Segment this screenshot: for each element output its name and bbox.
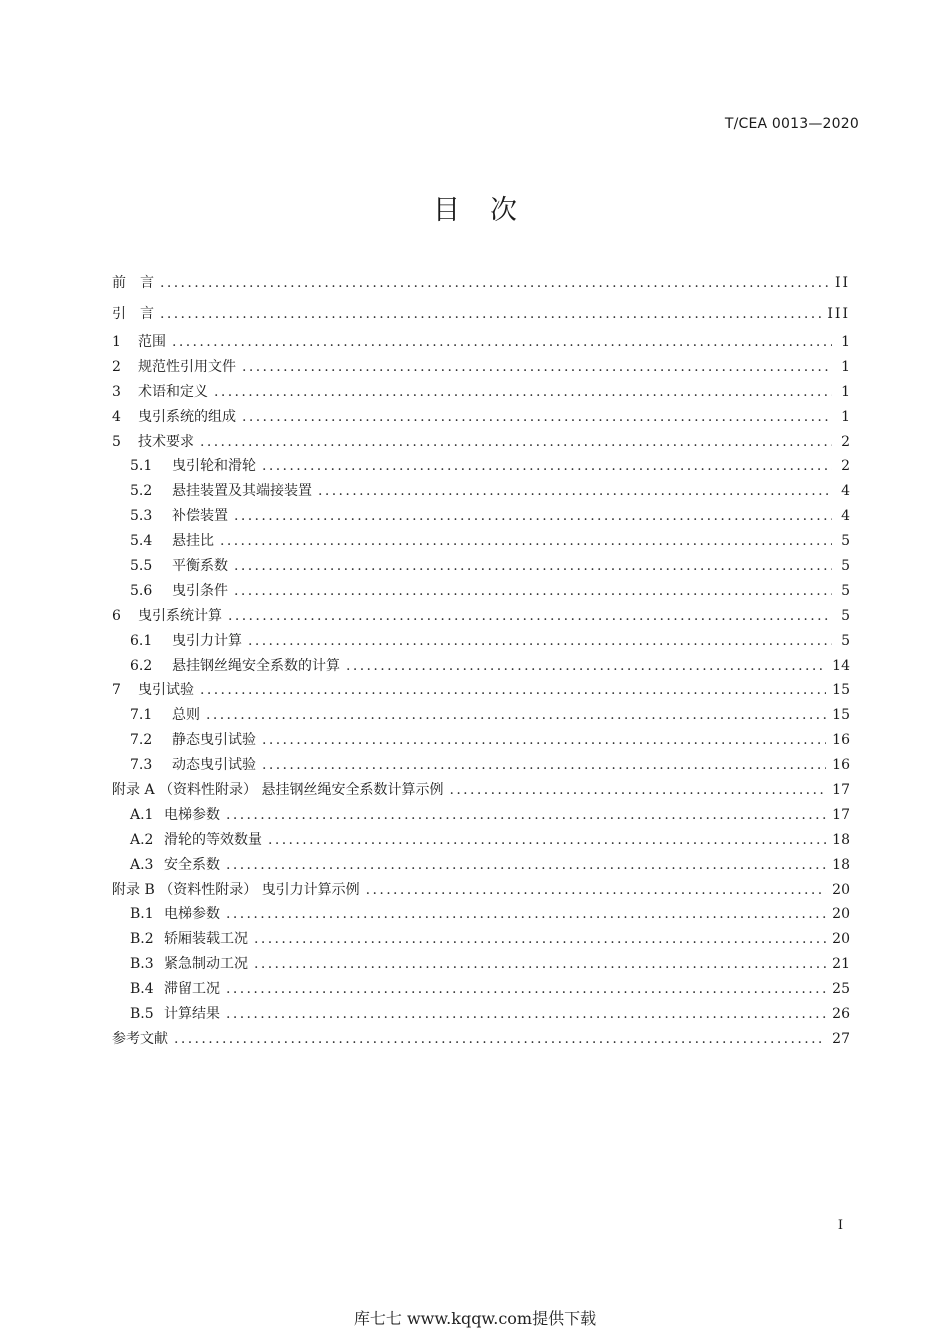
toc-entry-page: 16 (832, 757, 850, 774)
toc-entry-page: 5 (841, 607, 850, 624)
toc-entry-page: 20 (832, 906, 850, 923)
toc-entry-number: 7.2 (130, 732, 153, 749)
dot-leader (160, 268, 829, 299)
toc-entry-label: 曳引系统的组成 (138, 408, 236, 425)
toc-entry-number: 7 (112, 682, 121, 699)
toc-entry-label: 安全系数 (164, 856, 220, 873)
toc-entry-number: 5.3 (130, 508, 153, 525)
toc-entry-label: 附录 B （资料性附录） 曳引力计算示例 (112, 881, 360, 898)
dot-leader (220, 529, 832, 554)
toc-entry-number: A.1 (130, 806, 154, 823)
toc-entry[interactable] (112, 654, 850, 679)
toc-entry[interactable] (112, 355, 850, 380)
toc-entry-label: 动态曳引试验 (172, 757, 256, 774)
toc-entry-page: 5 (841, 558, 850, 575)
toc-entry-page: 26 (832, 1006, 850, 1023)
dot-leader (226, 853, 826, 878)
toc-entry-number: 2 (112, 358, 121, 375)
toc-entry-page: 25 (832, 981, 850, 998)
toc-entry[interactable] (112, 330, 850, 355)
toc-entry[interactable] (112, 828, 850, 853)
title-char-2: 次 (490, 195, 517, 226)
toc-entry-page: 20 (832, 881, 850, 898)
toc-entry[interactable] (112, 554, 850, 579)
toc-entry-number: 5 (112, 433, 121, 450)
dot-leader (206, 703, 826, 728)
dot-leader (262, 728, 826, 753)
toc-entry-number: 5.4 (130, 533, 153, 550)
toc-entry-page: 5 (841, 533, 850, 550)
toc-entry-label: 规范性引用文件 (138, 358, 236, 375)
toc-entry[interactable] (112, 504, 850, 529)
toc-entry[interactable] (112, 454, 850, 479)
toc-entry[interactable] (112, 479, 850, 504)
toc-entry-label: 滑轮的等效数量 (164, 831, 262, 848)
dot-leader (366, 878, 827, 903)
toc-entry-page: 17 (832, 806, 850, 823)
toc-entry-page: 16 (832, 732, 850, 749)
toc-entry-label: 悬挂装置及其端接装置 (172, 483, 312, 500)
toc-entry-label: 电梯参数 (164, 906, 220, 923)
toc-entry-number: 1 (112, 334, 121, 350)
toc-entry-page: 5 (841, 632, 850, 649)
toc-entry-page: 5 (841, 582, 850, 599)
toc-entry-page: 17 (832, 782, 850, 799)
toc-entry[interactable] (112, 629, 850, 654)
dot-leader (234, 554, 832, 579)
watermark-text: 库七七 www.kqqw.com提供下载 (353, 1309, 597, 1328)
dot-leader (214, 380, 832, 405)
toc-entry-page: 4 (841, 508, 850, 525)
dot-leader (234, 504, 832, 529)
dot-leader (228, 604, 832, 629)
toc-entry[interactable] (112, 927, 850, 952)
dot-leader (242, 405, 832, 430)
dot-leader (254, 927, 826, 952)
toc-entry-number: 5.2 (130, 483, 153, 500)
toc-entry[interactable] (112, 430, 850, 455)
toc-entry-label: 前 言 (112, 275, 154, 291)
toc-entry-label: 术语和定义 (138, 383, 208, 400)
toc-entry-page: 2 (841, 458, 850, 475)
toc-entry-number: 6.1 (130, 632, 153, 649)
toc-entry-number: 5.5 (130, 558, 153, 575)
toc-entry[interactable] (112, 405, 850, 430)
toc-entry[interactable] (112, 604, 850, 629)
toc-entry[interactable] (112, 878, 850, 903)
page-number: I (837, 1218, 843, 1233)
toc-entry-label: 附录 A （资料性附录） 悬挂钢丝绳安全系数计算示例 (112, 782, 444, 799)
toc-entry[interactable] (112, 952, 850, 977)
toc-entry-page: 1 (841, 383, 850, 400)
toc-entry-page: 15 (832, 682, 850, 699)
toc-entry-number: 5.6 (130, 582, 153, 599)
dot-leader (174, 1027, 826, 1052)
toc-entry-page: 21 (832, 956, 850, 973)
toc-entry-label: 总则 (172, 707, 200, 724)
toc-entry-label: 曳引试验 (138, 682, 194, 699)
toc-entry-number: 5.1 (130, 458, 153, 475)
title-char-1: 目 (433, 195, 460, 226)
toc-entry[interactable] (112, 803, 850, 828)
toc-entry-number: A.2 (130, 831, 154, 848)
toc-entry-page: 27 (832, 1030, 850, 1047)
toc-entry-number: 6.2 (130, 657, 153, 674)
dot-leader (226, 1002, 826, 1027)
dot-leader (226, 977, 826, 1002)
dot-leader (318, 479, 832, 504)
toc-entry[interactable] (112, 1027, 850, 1052)
toc-entry-number: 7.3 (130, 757, 153, 774)
toc-entry-page: II (834, 275, 850, 291)
dot-leader (242, 355, 832, 380)
toc-entry[interactable] (112, 753, 850, 778)
toc-entry-number: B.4 (130, 981, 154, 998)
toc-entry-label: 滞留工况 (164, 981, 220, 998)
toc-entry-page: 14 (832, 657, 850, 674)
toc-entry[interactable] (112, 678, 850, 703)
dot-leader (200, 430, 832, 455)
toc-entry[interactable] (112, 529, 850, 554)
toc-entry-label: 曳引系统计算 (138, 607, 222, 624)
toc-entry-number: 3 (112, 383, 121, 400)
dot-leader (200, 678, 826, 703)
toc-entry-label: 曳引条件 (172, 582, 228, 599)
toc-entry-label: 曳引轮和滑轮 (172, 458, 256, 475)
dot-leader (234, 579, 832, 604)
toc-entry-label: 引 言 (112, 306, 154, 322)
dot-leader (172, 330, 832, 355)
toc-entry[interactable] (112, 728, 850, 753)
dot-leader (449, 778, 826, 803)
toc-entry-number: B.3 (130, 956, 154, 973)
toc-entry-page: 18 (832, 831, 850, 848)
dot-leader (262, 753, 826, 778)
toc-entry-number: 4 (112, 408, 121, 425)
toc-entry-page: III (827, 306, 850, 322)
dot-leader (160, 299, 821, 330)
toc-entry-page: 18 (832, 856, 850, 873)
toc-entry-page: 1 (841, 334, 850, 350)
dot-leader (268, 828, 826, 853)
toc-entry[interactable] (112, 1002, 850, 1027)
toc-entry-label: 轿厢装载工况 (164, 931, 248, 948)
toc-entry[interactable] (112, 703, 850, 728)
toc-entry[interactable] (112, 902, 850, 927)
toc-entry-label: 技术要求 (138, 433, 194, 450)
toc-entry-number: B.2 (130, 931, 154, 948)
dot-leader (226, 902, 826, 927)
toc-entry-page: 15 (832, 707, 850, 724)
standard-code: T/CEA 0013—2020 (724, 116, 859, 132)
toc-entry-number: B.5 (130, 1006, 154, 1023)
page-title (0, 188, 950, 227)
toc-entry-number: 7.1 (130, 707, 153, 724)
toc-entry[interactable] (112, 977, 850, 1002)
toc-entry-number: 6 (112, 607, 121, 624)
toc-entry[interactable] (112, 299, 850, 330)
dot-leader (254, 952, 826, 977)
dot-leader (346, 654, 826, 679)
toc-entry-label: 范围 (138, 334, 166, 350)
toc-entry-label: 平衡系数 (172, 558, 228, 575)
dot-leader (226, 803, 826, 828)
toc-entry-label: 悬挂钢丝绳安全系数的计算 (172, 657, 340, 674)
toc-entry-page: 1 (841, 408, 850, 425)
dot-leader (248, 629, 832, 654)
toc-entry-page: 20 (832, 931, 850, 948)
toc-entry[interactable] (112, 853, 850, 878)
toc-entry-label: 悬挂比 (172, 533, 214, 550)
toc-entry-label: 电梯参数 (164, 806, 220, 823)
toc-entry-label: 参考文献 (112, 1030, 168, 1047)
toc-entry-label: 补偿装置 (172, 508, 228, 525)
toc-entry-label: 曳引力计算 (172, 632, 242, 649)
toc-entry-page: 2 (841, 433, 850, 450)
toc-entry[interactable] (112, 380, 850, 405)
toc-entry-label: 紧急制动工况 (164, 956, 248, 973)
toc-entry-label: 计算结果 (164, 1006, 220, 1023)
toc-entry-number: B.1 (130, 906, 154, 923)
toc-entry-number: A.3 (130, 856, 154, 873)
toc-entry-page: 1 (841, 358, 850, 375)
toc-entry-label: 静态曳引试验 (172, 732, 256, 749)
toc-entry[interactable] (112, 579, 850, 604)
toc-entry[interactable] (112, 778, 850, 803)
toc-entry[interactable] (112, 268, 850, 299)
table-of-contents (112, 268, 850, 1052)
dot-leader (262, 454, 832, 479)
toc-entry-page: 4 (841, 483, 850, 500)
